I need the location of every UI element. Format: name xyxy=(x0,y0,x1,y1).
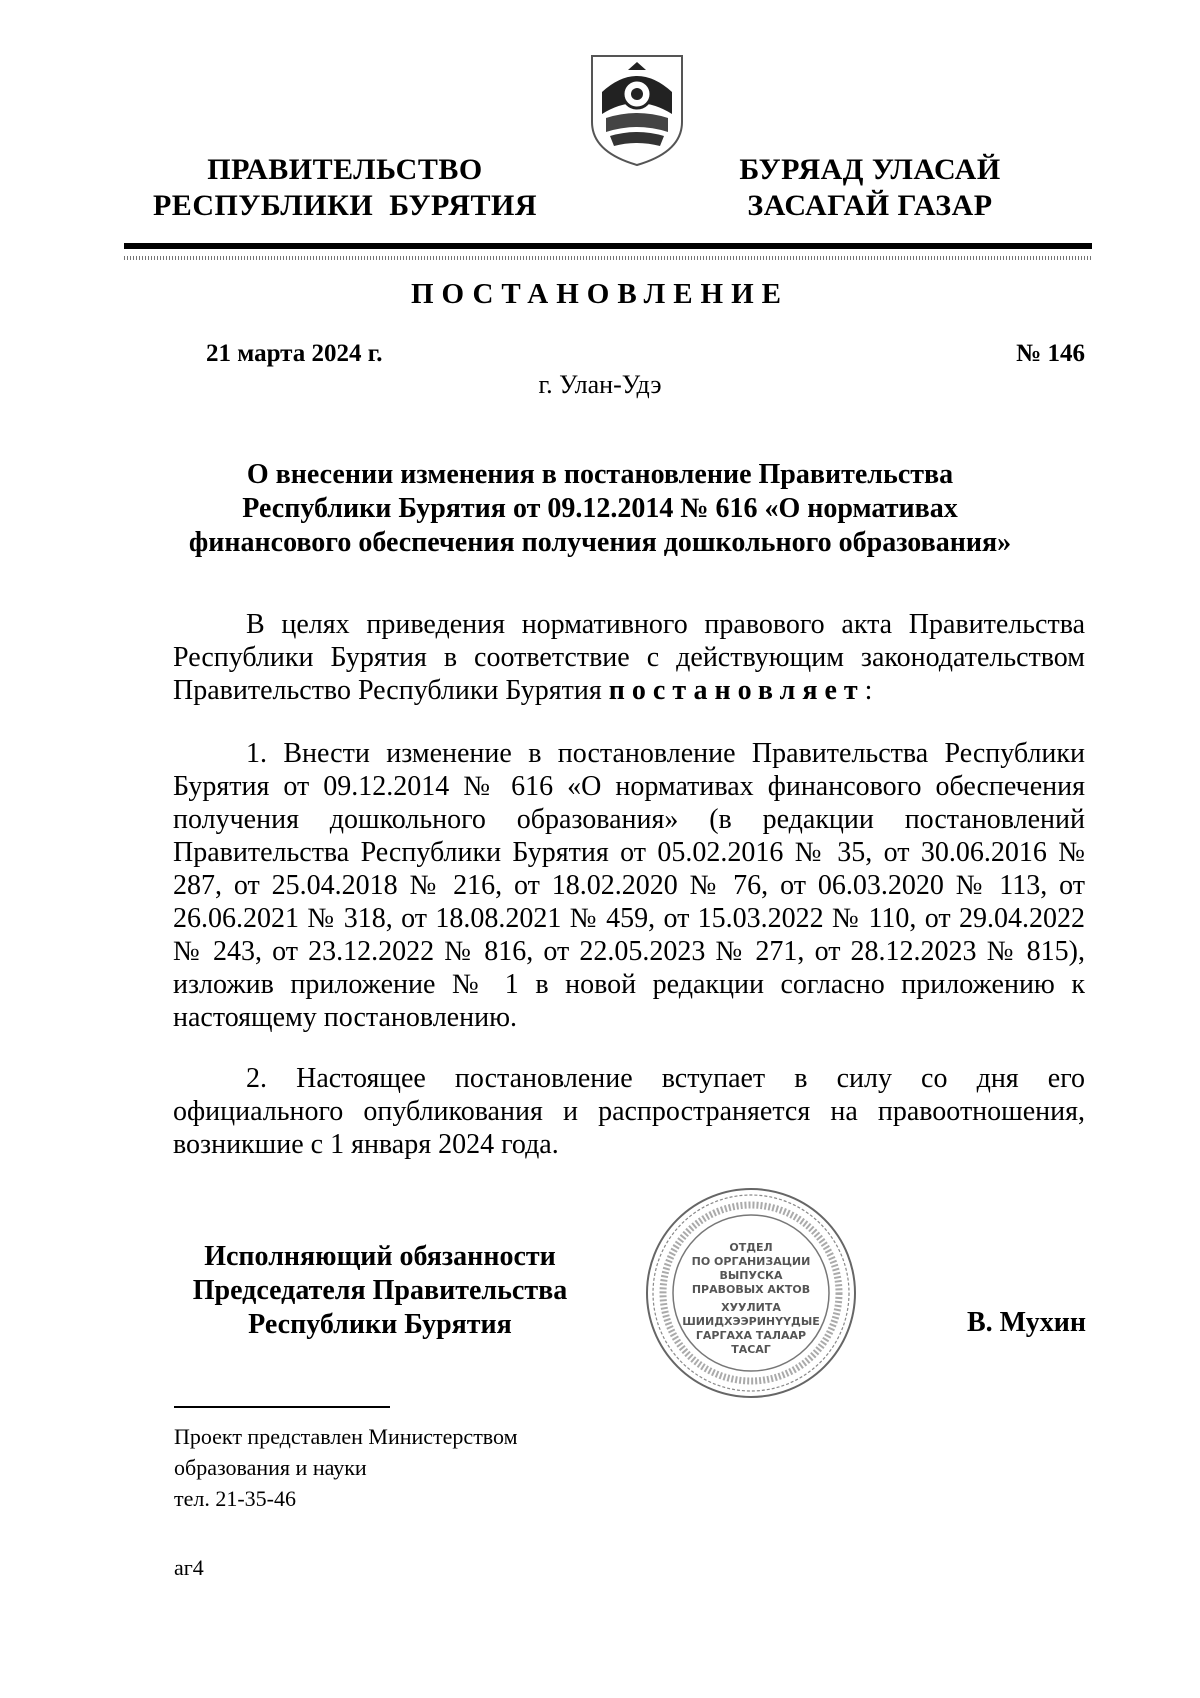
seal-line2: ПО ОРГАНИЗАЦИИ xyxy=(691,1255,811,1268)
seal-line4: ПРАВОВЫХ АКТОВ xyxy=(691,1283,811,1296)
seal-line6: ШИИДХЭЭРИНҮҮДЫЕ xyxy=(682,1315,820,1328)
seal-line5: ХУУЛИТА xyxy=(721,1301,781,1314)
preamble-decree-word: постановляет xyxy=(608,675,865,706)
document-number: № 146 xyxy=(1016,340,1085,367)
header-right-line2: ЗАСАГАЙ ГАЗАР xyxy=(747,189,993,222)
signature-position-line3: Республики Бурятия xyxy=(248,1309,512,1340)
header-left xyxy=(150,152,540,224)
item-2-paragraph: 2. Настоящее постановление вступает в силу со дня его официального опубликования и распространяется на правоотношения, возникшие с 1 января 2024 года. xyxy=(173,1063,1085,1160)
project-note-line2: образования и науки xyxy=(174,1455,367,1480)
header-left-line1: ПРАВИТЕЛЬСТВО xyxy=(207,153,483,186)
signature-position xyxy=(150,1240,610,1342)
signature-position-line1: Исполняющий обязанности xyxy=(204,1241,556,1272)
project-note-line1: Проект представлен Министерством xyxy=(174,1424,518,1449)
document-city: г. Улан-Удэ xyxy=(538,370,662,399)
project-note-phone: тел. 21-35-46 xyxy=(174,1486,297,1511)
footnote-divider xyxy=(174,1406,390,1408)
document-code: аг4 xyxy=(174,1555,204,1580)
header-left-line2: РЕСПУБЛИКИ БУРЯТИЯ xyxy=(152,189,538,222)
signature-position-line2: Председателя Правительства xyxy=(192,1275,568,1306)
header-right-line1: БУРЯАД УЛАСАЙ xyxy=(739,153,1001,186)
preamble-paragraph xyxy=(173,608,1085,707)
coat-of-arms-emblem xyxy=(588,52,686,173)
seal-line3: ВЫПУСКА xyxy=(719,1269,783,1282)
header-divider-hatched xyxy=(124,256,1092,260)
seal-line7: ГАРГАХА ТАЛААР xyxy=(695,1329,807,1342)
official-seal-stamp xyxy=(641,1183,861,1408)
project-note xyxy=(174,1421,518,1514)
seal-line8: ТАСАГ xyxy=(731,1343,771,1356)
seal-line1: ОТДЕЛ xyxy=(729,1241,773,1254)
signer-name: В. Мухин xyxy=(967,1307,1086,1338)
preamble-colon: : xyxy=(864,675,873,706)
header-right xyxy=(690,152,1050,224)
document-title: О внесении изменения в постановление Правительства Республики Бурятия от 09.12.2014 № 616 «О нормативах финансового обеспечения получения дошкольного образования» xyxy=(188,459,1012,558)
header-divider-thick xyxy=(124,243,1092,249)
document-date: 21 марта 2024 г. xyxy=(206,340,383,367)
document-type: ПОСТАНОВЛЕНИЕ xyxy=(410,278,789,310)
item-1-paragraph: 1. Внести изменение в постановление Правительства Республики Бурятия от 09.12.2014 № 616 «О нормативах финансового обеспечения получения дошкольного образования» (в редакции постановлений Правительства Республики Бурятия от 05.02.2016 № 35, от 30.06.2016 № 287, от 25.04.2018 № 216, от 18.02.2020 № 76, от 06.03.2020 № 113, от 26.06.2021 № 318, от 18.08.2021 № 459, от 15.03.2022 № 110, от 29.04.2022 № 243, от 23.12.2022 № 816, от 22.05.2023 № 271, от 28.12.2023 № 815), изложив приложение № 1 в новой редакции согласно приложению к настоящему постановлению. xyxy=(173,738,1085,1033)
preamble-text: В целях приведения нормативного правового акта Правительства Республики Бурятия в соответствие с действующим законодательством Правительство Республики Бурятия xyxy=(173,609,1085,706)
